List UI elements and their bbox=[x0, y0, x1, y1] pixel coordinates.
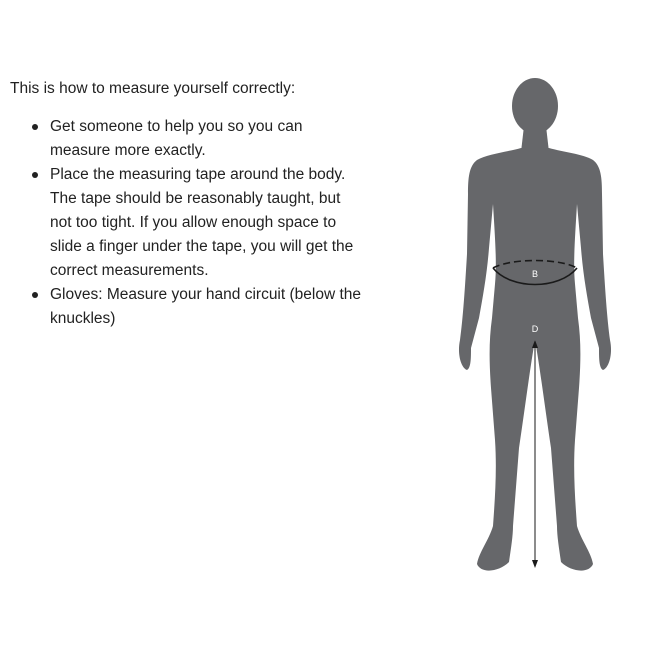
intro-text: This is how to measure yourself correctly: bbox=[10, 80, 296, 97]
body-measurement-figure bbox=[455, 78, 615, 578]
human-body-icon bbox=[455, 78, 615, 578]
list-item: Gloves: Measure your hand circuit (below the knuckles) bbox=[50, 283, 380, 331]
inseam-marker-label: D bbox=[531, 324, 539, 334]
waist-marker-label: B bbox=[531, 269, 539, 279]
measuring-instructions bbox=[10, 77, 380, 331]
tips-list bbox=[10, 115, 380, 331]
list-item: Place the measuring tape around the body. The tape should be reasonably taught, but not too tight. If you allow enough space to slide a finger under the tape, you will get the correct measurements. bbox=[50, 163, 380, 283]
list-item: Get someone to help you so you can measure more exactly. bbox=[50, 115, 380, 163]
inseam-measure bbox=[532, 324, 539, 568]
